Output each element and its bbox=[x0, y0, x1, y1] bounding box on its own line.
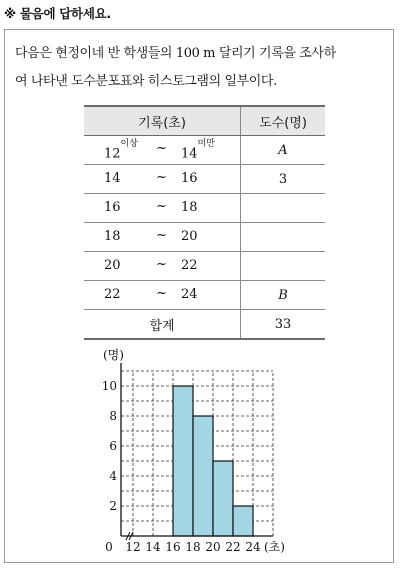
table-total-row bbox=[84, 310, 325, 340]
class-low: 22 bbox=[104, 287, 121, 302]
class-interval bbox=[84, 165, 240, 193]
class-high: 14 bbox=[181, 146, 198, 162]
total-value: 33 bbox=[241, 310, 326, 340]
question-box bbox=[4, 29, 394, 563]
class-interval bbox=[84, 281, 240, 309]
table-row bbox=[84, 281, 325, 310]
frequency-cell: 3 bbox=[241, 165, 326, 194]
class-high: 22 bbox=[181, 258, 198, 273]
table-header-frequency: 도수(명) bbox=[241, 106, 326, 136]
histogram bbox=[91, 348, 311, 558]
x-tick-label: 18 bbox=[185, 540, 201, 554]
class-interval bbox=[84, 223, 240, 251]
problem-line2: 여 나타낸 도수분포표와 히스토그램의 일부이다. bbox=[15, 74, 277, 89]
frequency-cell: B bbox=[241, 281, 326, 310]
tilde: ~ bbox=[156, 257, 167, 272]
class-interval bbox=[84, 136, 240, 164]
instruction: ※ 물음에 답하세요. bbox=[4, 6, 111, 21]
tilde: ~ bbox=[156, 170, 167, 185]
frequency-cell bbox=[241, 223, 326, 252]
y-axis-label: (명) bbox=[103, 348, 124, 362]
class-high-note: 미만 bbox=[197, 139, 215, 149]
table-row bbox=[84, 165, 325, 194]
problem-text bbox=[15, 40, 387, 96]
class-high: 24 bbox=[181, 287, 198, 302]
y-tick-label: 10 bbox=[101, 379, 117, 393]
table-row bbox=[84, 136, 325, 165]
frequency-cell: A bbox=[241, 136, 326, 165]
tilde: ~ bbox=[156, 228, 167, 243]
x-tick-label: 16 bbox=[165, 540, 181, 554]
table-row bbox=[84, 252, 325, 281]
x-tick-label: 14 bbox=[145, 540, 161, 554]
class-low-note: 이상 bbox=[120, 139, 138, 149]
tilde: ~ bbox=[156, 199, 167, 214]
histogram-bar bbox=[193, 416, 213, 536]
x-tick-label: 22 bbox=[225, 540, 241, 554]
class-low: 16 bbox=[104, 200, 121, 215]
y-tick-label: 8 bbox=[109, 409, 117, 423]
x-tick-label: 12 bbox=[125, 540, 141, 554]
x-tick-label: 0 bbox=[105, 540, 113, 554]
x-tick-label: 24 bbox=[245, 540, 261, 554]
class-interval bbox=[84, 194, 240, 222]
class-low: 12 bbox=[104, 146, 121, 162]
class-high: 18 bbox=[181, 200, 198, 215]
x-tick-label: 20 bbox=[205, 540, 221, 554]
class-high: 20 bbox=[181, 229, 198, 244]
table-row bbox=[84, 194, 325, 223]
class-low: 20 bbox=[104, 258, 121, 273]
problem-line1-post: 달리기 기록을 조사하 bbox=[215, 46, 336, 61]
class-interval bbox=[84, 252, 240, 280]
y-tick-label: 4 bbox=[109, 469, 117, 483]
table-row bbox=[84, 223, 325, 252]
problem-line1-pre: 다음은 현정이네 반 학생들의 bbox=[15, 46, 176, 61]
y-tick-label: 2 bbox=[109, 499, 117, 513]
total-label: 합계 bbox=[84, 310, 241, 340]
class-low: 18 bbox=[104, 229, 121, 244]
histogram-bar bbox=[213, 461, 233, 536]
table-header-record: 기록(초) bbox=[84, 106, 241, 136]
frequency-table bbox=[84, 105, 325, 340]
table-header-row bbox=[84, 106, 325, 136]
problem-measure: 100 m bbox=[175, 46, 216, 61]
tilde: ~ bbox=[156, 286, 167, 301]
class-low: 14 bbox=[104, 171, 121, 186]
histogram-bar bbox=[173, 386, 193, 536]
tilde: ~ bbox=[156, 141, 167, 156]
frequency-cell bbox=[241, 252, 326, 281]
y-tick-label: 6 bbox=[109, 439, 117, 453]
histogram-bar bbox=[233, 506, 253, 536]
class-high: 16 bbox=[181, 171, 198, 186]
frequency-cell bbox=[241, 194, 326, 223]
x-axis-label: (초) bbox=[264, 540, 285, 554]
